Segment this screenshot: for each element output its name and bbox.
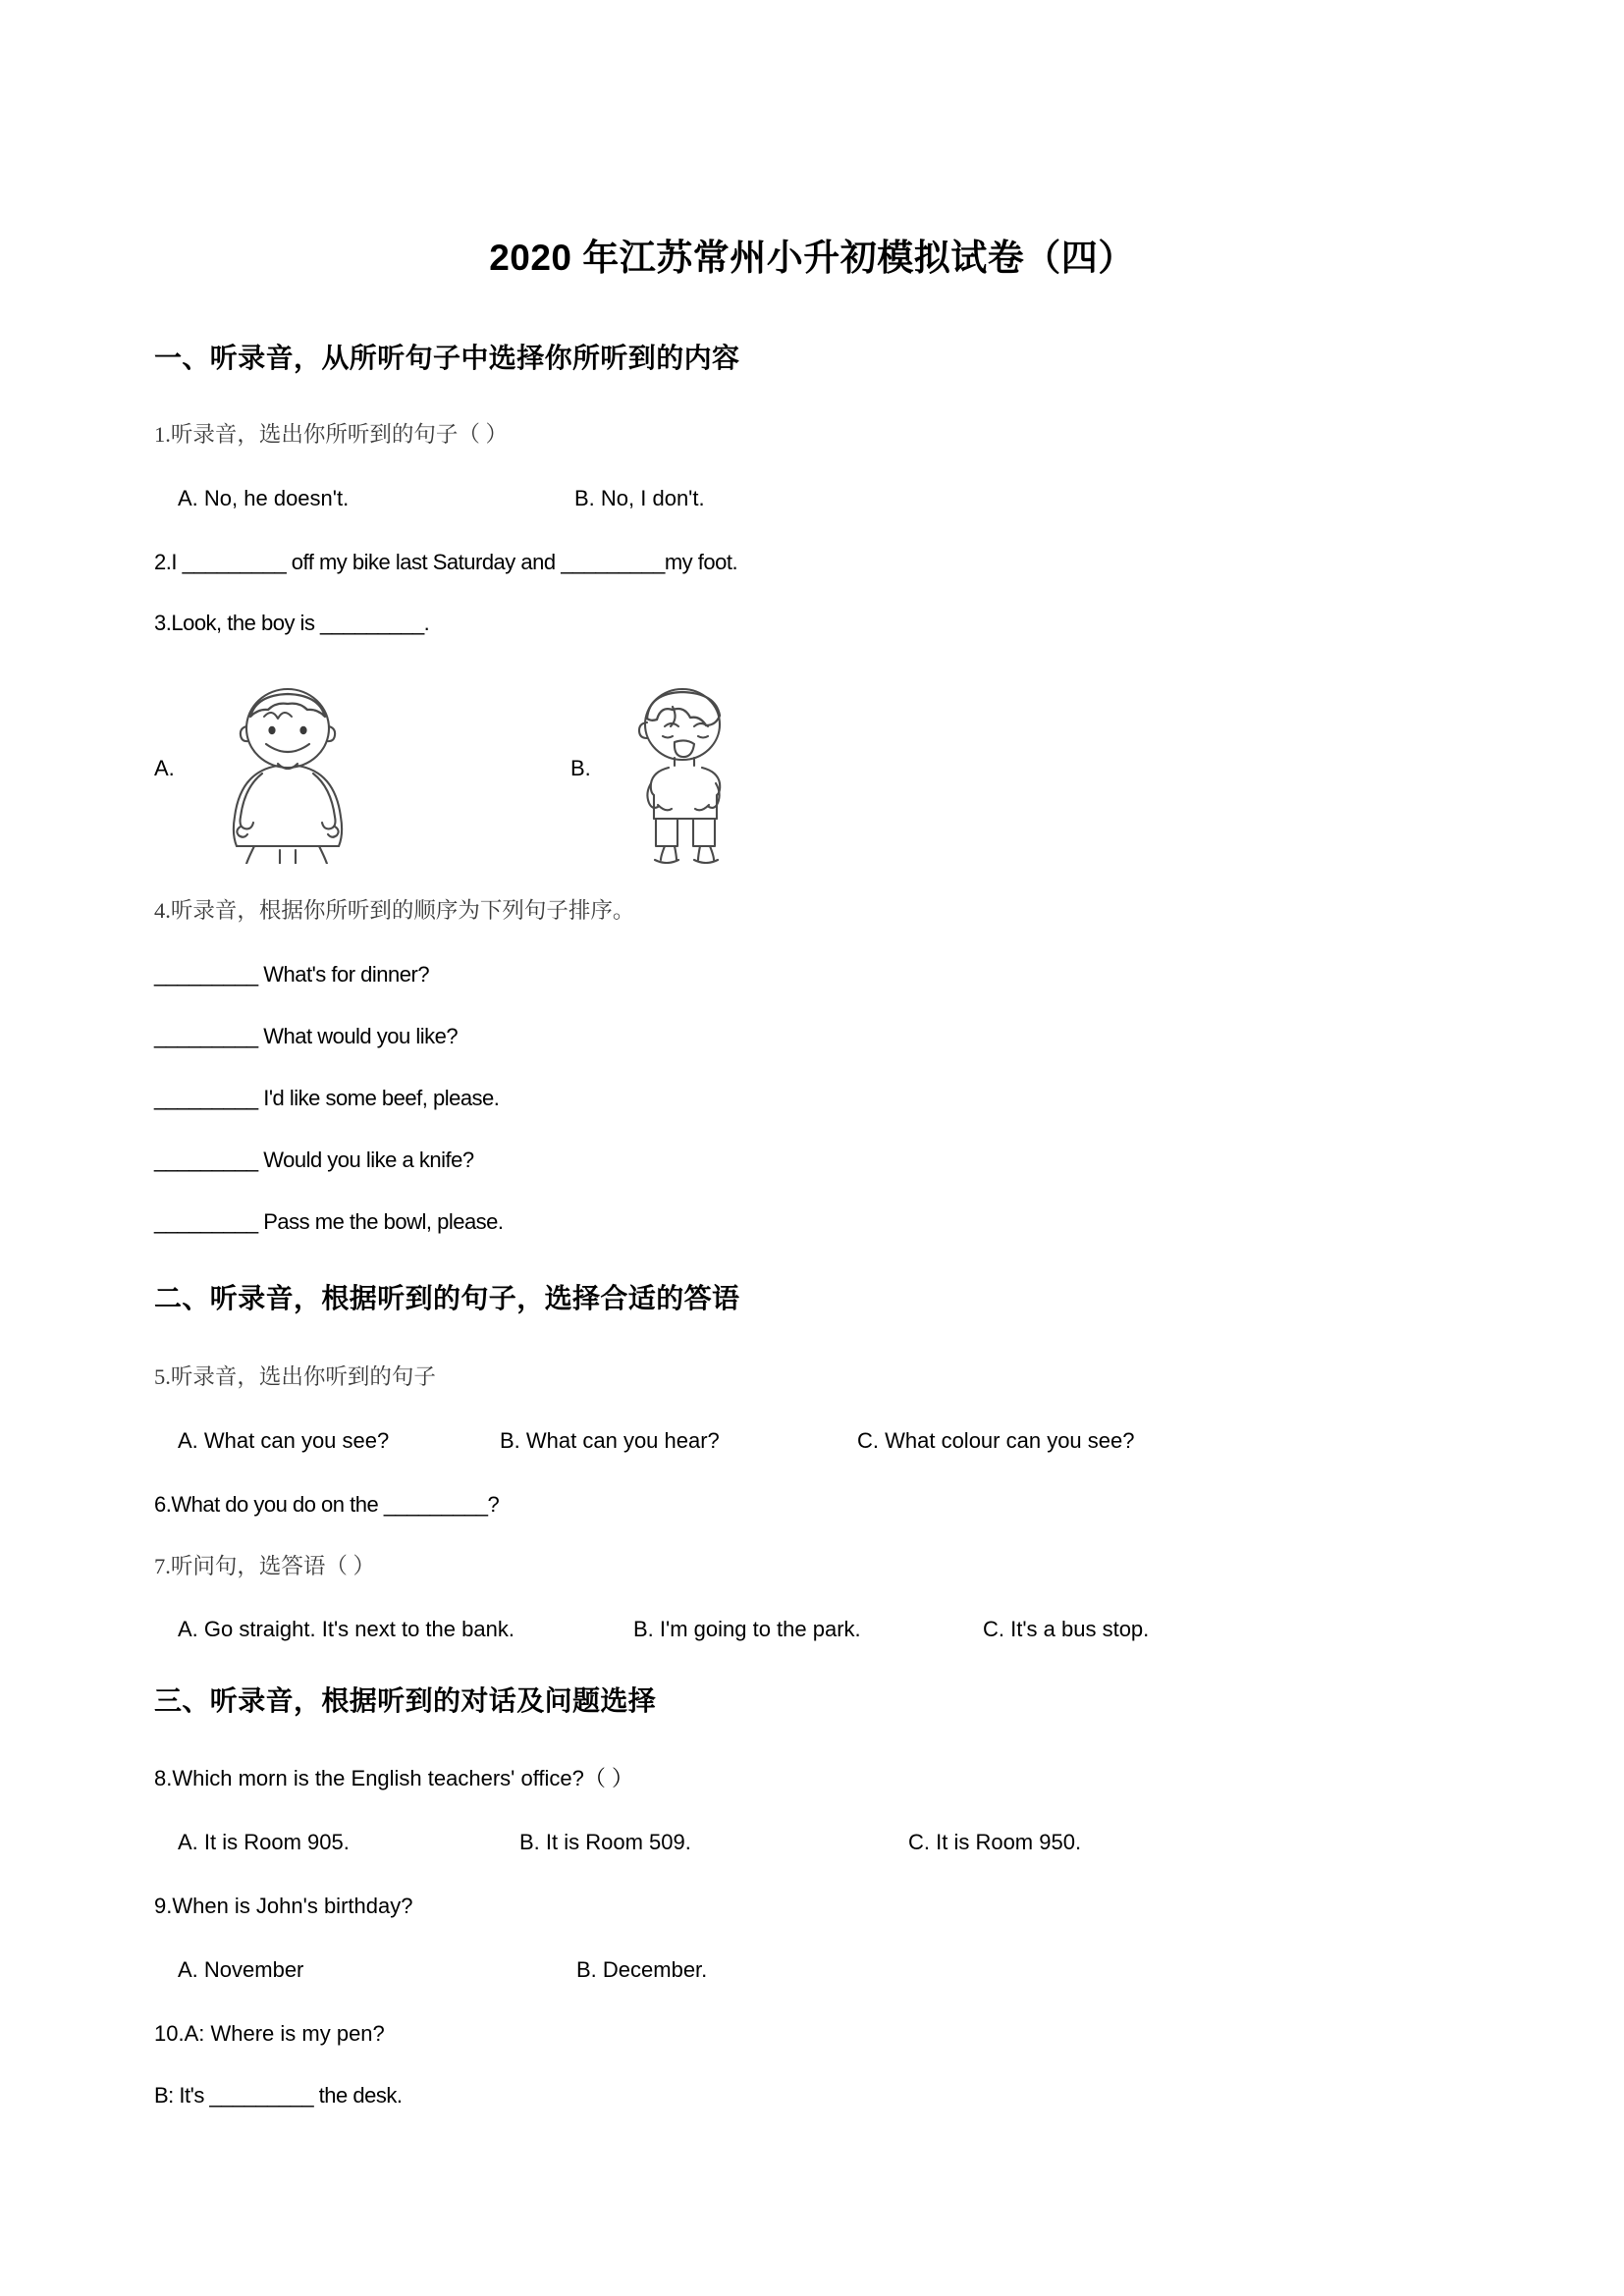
option-a[interactable]: A. November xyxy=(178,1957,304,1982)
question-10-stem: 10.A: Where is my pen? xyxy=(154,2021,385,2046)
ordering-item-2[interactable]: _________ What would you like? xyxy=(154,1024,459,1048)
question-3-stem: 3.Look, the boy is _________. xyxy=(154,611,430,635)
option-a[interactable]: A. Go straight. It's next to the bank. xyxy=(178,1617,514,1641)
section-heading-1: 一、听录音，从所听句子中选择你所听到的内容 xyxy=(154,343,740,373)
option-b[interactable]: B. It is Room 509. xyxy=(519,1830,691,1854)
option-a[interactable]: A. No, he doesn't. xyxy=(178,486,350,510)
option-a[interactable]: A. What can you see? xyxy=(178,1428,390,1453)
option-b[interactable]: B. I'm going to the park. xyxy=(633,1617,861,1641)
question-5-stem: 5.听录音，选出你听到的句子 xyxy=(154,1364,436,1389)
ordering-item-4[interactable]: _________ Would you like a knife? xyxy=(154,1148,474,1172)
question-8-stem: 8.Which morn is the English teachers' office?（ ） xyxy=(154,1766,634,1790)
question-6-stem: 6.What do you do on the _________? xyxy=(154,1492,500,1517)
ordering-item-1[interactable]: _________ What's for dinner? xyxy=(154,962,430,987)
ordering-item-3[interactable]: _________ I'd like some beef, please. xyxy=(154,1086,500,1110)
picture-option-a-label: A. xyxy=(154,756,175,780)
fat-boy-sketch-icon xyxy=(199,677,376,864)
section-heading-2: 二、听录音，根据听到的句子，选择合适的答语 xyxy=(154,1283,740,1313)
option-a[interactable]: A. It is Room 905. xyxy=(178,1830,350,1854)
page-title: 2020 年江苏常州小升初模拟试卷（四） xyxy=(489,238,1135,278)
question-4-stem: 4.听录音，根据你所听到的顺序为下列句子排序。 xyxy=(154,898,635,923)
question-2-stem: 2.I _________ off my bike last Saturday and _________my foot. xyxy=(154,550,738,574)
option-b[interactable]: B. No, I don't. xyxy=(574,486,705,510)
question-9-stem: 9.When is John's birthday? xyxy=(154,1894,413,1918)
question-3-picture-options xyxy=(154,677,1470,864)
question-10-continuation: B: It's _________ the desk. xyxy=(154,2083,403,2108)
ordering-item-5[interactable]: _________ Pass me the bowl, please. xyxy=(154,1209,504,1234)
option-c[interactable]: C. What colour can you see? xyxy=(857,1428,1135,1453)
question-1-stem: 1.听录音，选出你所听到的句子（ ） xyxy=(154,422,509,447)
option-c[interactable]: C. It is Room 950. xyxy=(908,1830,1082,1854)
option-b[interactable]: B. What can you hear? xyxy=(500,1428,720,1453)
option-c[interactable]: C. It's a bus stop. xyxy=(983,1617,1150,1641)
picture-option-b-label: B. xyxy=(570,756,591,780)
picture-option-b[interactable] xyxy=(570,677,983,864)
section-heading-3: 三、听录音，根据听到的对话及问题选择 xyxy=(154,1685,657,1716)
picture-option-a[interactable] xyxy=(154,677,567,864)
thin-boy-sketch-icon xyxy=(612,677,759,864)
option-b[interactable]: B. December. xyxy=(576,1957,708,1982)
question-7-stem: 7.听问句，选答语（ ） xyxy=(154,1554,376,1578)
